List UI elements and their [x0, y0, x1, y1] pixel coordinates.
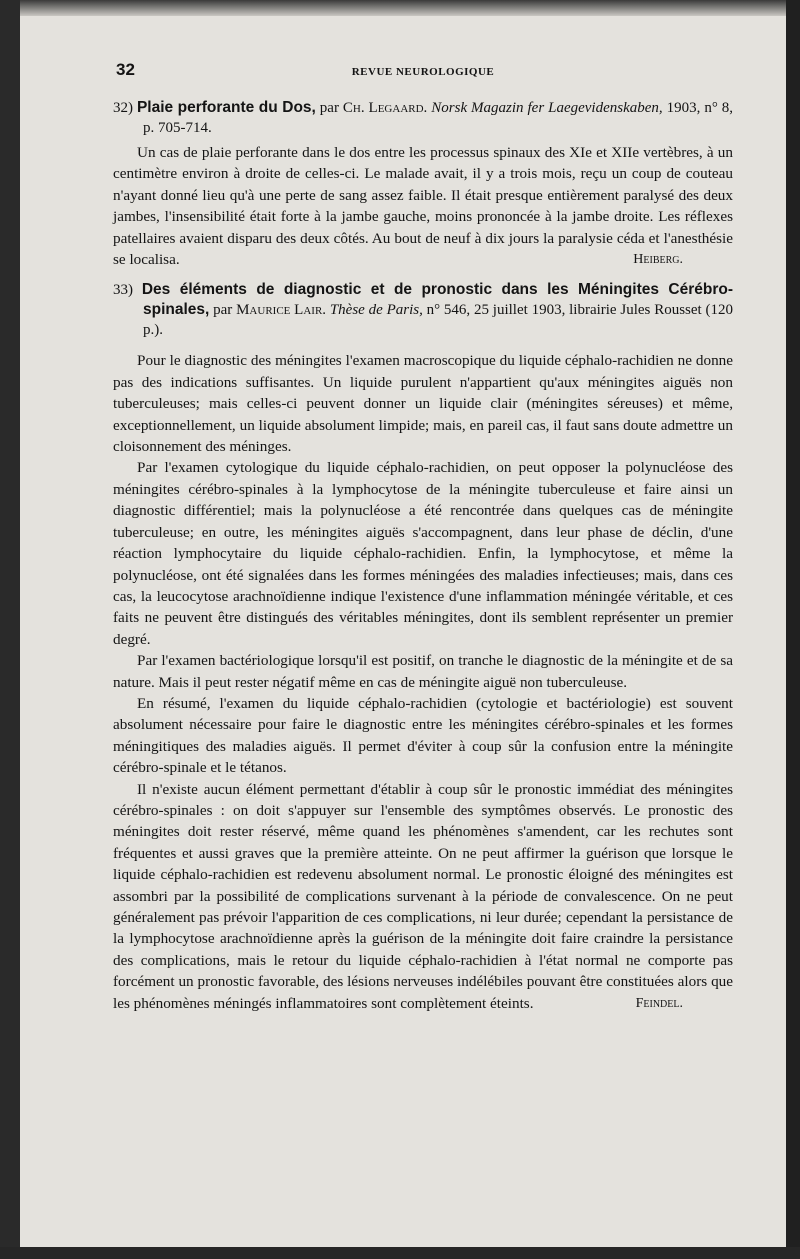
article-title: Des éléments de diagnostic et de pronostic dans les Méningites Cérébro-spinales, — [141, 281, 733, 319]
paragraph-text: Il n'existe aucun élément permettant d'établir à coup sûr le pronostic immédiat des méningites cérébro-spinales : on doit s'appuyer sur l'ensemble des symptômes observés. Le pronostic des méningites doit rester réservé, même quand les phénomènes s'amendent, car les rechutes sont fréquentes et aussi graves que la première atteinte. On ne peut affirmer la guérison que lorsque le liquide céphalo-rachidien est redevenu absolument normal. Le pronostic éloigné des méningites est assombri par la possibilité de complications survenant à la période de convalescence. On ne peut généralement pas prévoir l'apparition de ces complications, ni leur durée; cependant la persistance de la lymphocytose arachnoïdienne après la guérison de la méningite doit faire craindre la persistance des complications, mais le retour du liquide céphalo-rachidien à l'état normal ne comporte pas forcément un pronostic favorable, des lésions nerveuses indélébiles pouvant être constituées alors que les phénomènes méningés inflammatoires sont complètement éteints. — [113, 780, 733, 1012]
article-33 — [113, 280, 733, 1014]
article-paragraph: Pour le diagnostic des méningites l'examen macroscopique du liquide céphalo-rachidien ne donne pas des indications suffisantes. Un liquide purulent n'appartient qu'aux méningites aiguës non tuberculeuses; mais celles-ci peuvent donner un liquide clair (méningites séreuses) et même, exceptionnellement, un liquide absolument limpide; mais, en pareil cas, il faut sans doute admettre un cloisonnement des méninges. — [113, 352, 733, 456]
article-number: 32) — [113, 100, 133, 116]
article-author: Ch. Legaard. — [342, 100, 428, 116]
scan-border-left — [0, 0, 20, 1259]
page-header — [113, 58, 733, 88]
scan-border-right — [786, 0, 800, 1259]
article-citation: n° 546, 25 juillet 1903, librairie Jules Rousset (120 p.). — [143, 302, 733, 339]
article-paragraph — [113, 142, 733, 270]
article-journal: Thèse de Paris, — [329, 302, 423, 319]
page-number: 32 — [116, 60, 135, 79]
article-citation: 1903, n° 8, p. 705-714. — [143, 100, 734, 136]
article-paragraph: En résumé, l'examen du liquide céphalo-rachidien (cytologie et bactériologie) est souvent absolument nécessaire pour faire le diagnostic entre les méningites cérébro-spinales et les formes méningitiques des maladies aiguës. Il permet d'éviter à coup sûr la confusion entre la méningite cérébro-spinale et le tétanos. — [113, 694, 733, 777]
article-paragraph: Par l'examen bactériologique lorsqu'il est positif, on tranche le diagnostic de la méningite et de sa nature. Mais il peut rester négatif même en cas de méningite aiguë non tuberculeuse. — [113, 652, 733, 691]
article-heading — [113, 98, 733, 138]
article-heading — [113, 280, 733, 340]
article-32 — [113, 98, 733, 270]
article-paragraph: Par l'examen cytologique du liquide céphalo-rachidien, on peut opposer la polynucléose des méningites cérébro-spinales à la lymphocytose de la méningite tuberculeuse et faire ainsi un diagnostic différentiel; mais la polynucléose a été rencontrée dans quelques cas de méningite tuberculeuse; en outre, les méningites aiguës s'accompagnent, dans leur phase de déclin, d'une réaction lymphocytaire du liquide céphalo-rachidien. Enfin, la lymphocytose, et même la polynucléose, ont été signalées dans les formes méningées des maladies infectieuses; mais, dans ces cas, la leucocytose arachnoïdienne indique l'existence d'une inflammation méningée véritable, et ces faits ne peuvent être distingués des véritables méningites, dont ils semblent représenter un premier degré. — [113, 459, 733, 648]
scan-border-top — [0, 0, 800, 16]
article-by: par — [319, 100, 339, 116]
article-paragraph — [113, 779, 733, 1014]
running-title: REVUE NEUROLOGIQUE — [351, 66, 495, 78]
article-by: par — [213, 302, 233, 319]
article-title: Plaie perforante du Dos, — [136, 99, 316, 116]
paragraph-text: Un cas de plaie perforante dans le dos entre les processus spinaux des XIe et XIIe vertèbres, à un centimètre environ à droite de celles-ci. Le malade avait, il y a trois mois, reçu un coup de couteau n'ayant donné lieu qu'à une perte de sang assez faible. Il était presque entièrement paralysé des deux jambes, l'insensibilité était forte à la jambe gauche, moins prononcée à la jambe droite. Les réflexes patellaires avaient disparu des deux côtés. Au bout de neuf à dix jours la paralysie céda et l'anesthésie se localisa. — [113, 144, 733, 269]
article-journal: Norsk Magazin fer Laegevidenskaben, — [431, 100, 663, 116]
reviewer-signature: Feindel. — [635, 995, 683, 1011]
article-author: Maurice Lair. — [236, 302, 327, 319]
article-number: 33) — [113, 282, 133, 299]
reviewer-signature: Heiberg. — [633, 252, 683, 268]
scan-border-bottom — [0, 1247, 800, 1259]
page-content — [113, 58, 733, 1014]
